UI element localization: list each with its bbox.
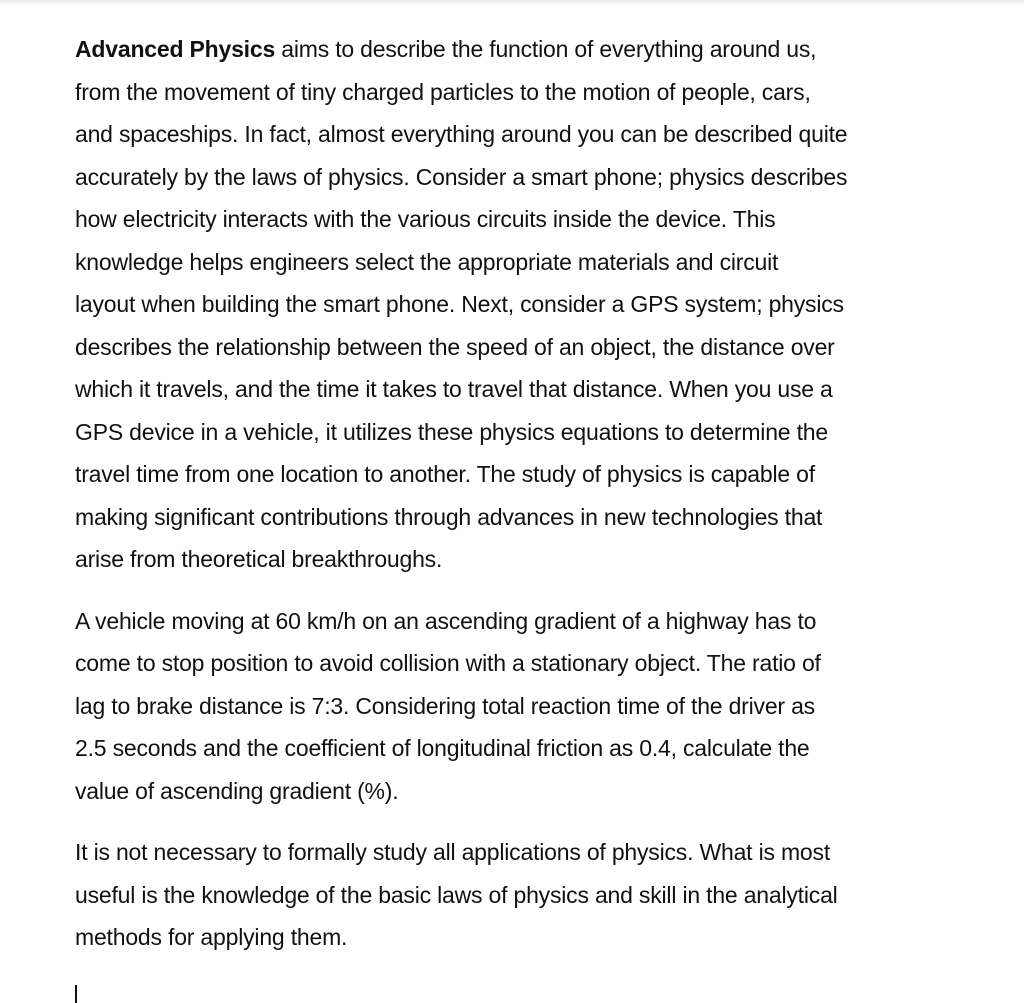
paragraph-conclusion: It is not necessary to formally study all applications of physics. What is most useful is the knowledge of the basic laws of physics and skill in the analytical methods for applying them. bbox=[75, 839, 838, 950]
bold-lead-text: Advanced Physics bbox=[75, 36, 276, 62]
document-body[interactable] bbox=[75, 28, 965, 959]
paragraph-problem: A vehicle moving at 60 km/h on an ascending gradient of a highway has to come to stop position to avoid collision with a stationary object. The ratio of lag to brake distance is 7:3. Considering total reaction time of the driver as 2.5 seconds and the coefficient of longitudinal friction as 0.4, calculate the value of ascending gradient (%). bbox=[75, 607, 821, 804]
paragraph-intro-text: aims to describe the function of everything around us, from the movement of tiny charged particles to the motion of people, cars, and spaceships. In fact, almost everything around you can be described quite accurately by the laws of physics. Consider a smart phone; physics describes how electricity interacts with the various circuits inside the device. This knowledge helps engineers select the appropriate materials and circuit layout when building the smart phone. Next, consider a GPS system; physics describes the relationship between the speed of an object, the distance over which it travels, and the time it takes to travel that distance. When you use a GPS device in a vehicle, it utilizes these physics equations to determine the travel time from one location to another. The study of physics is capable of making significant contributions through advances in new technologies that arise from theoretical breakthroughs. bbox=[75, 36, 848, 572]
page-top-edge bbox=[0, 0, 1024, 6]
text-cursor bbox=[75, 985, 77, 1003]
paragraph-intro bbox=[75, 28, 965, 581]
